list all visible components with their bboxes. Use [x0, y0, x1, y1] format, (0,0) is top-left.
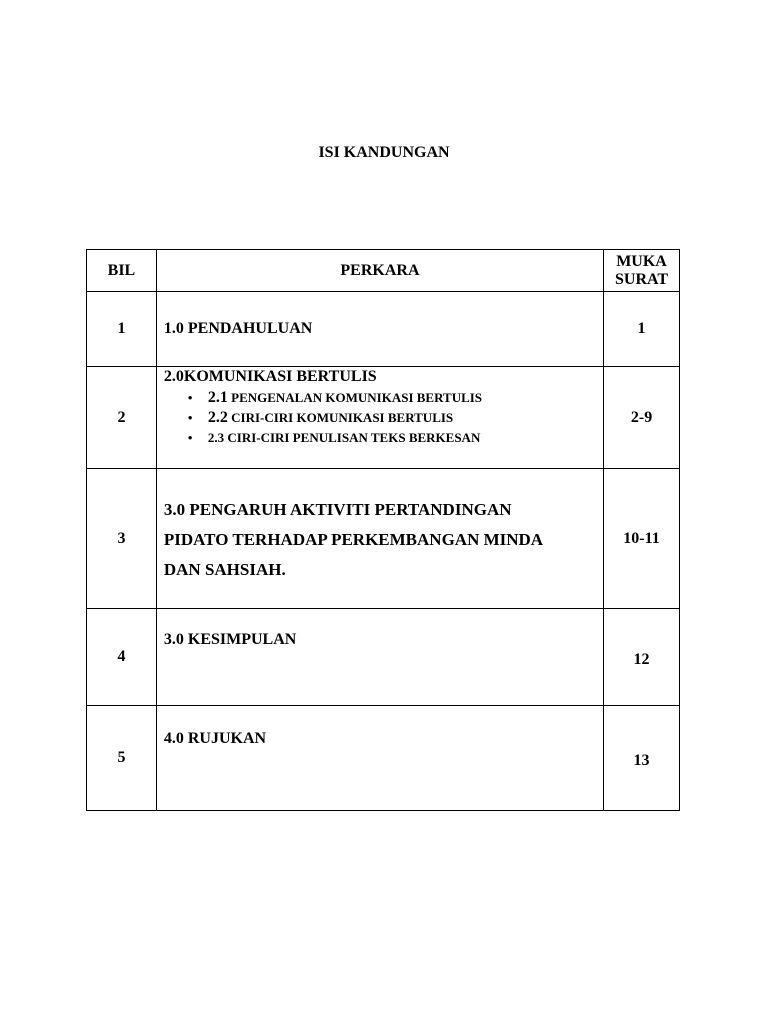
table-row: [87, 609, 680, 706]
sub-item-text: 2.3 CIRI-CIRI PENULISAN TEKS BERKESAN: [207, 430, 481, 445]
list-item: [188, 428, 603, 448]
bullet-icon: •: [187, 390, 193, 405]
row-item: [156, 469, 603, 609]
row-page: 1: [604, 292, 680, 367]
row-item: 1.0 PENDAHULUAN: [156, 292, 603, 367]
row-item: [156, 367, 603, 469]
table-row: [87, 367, 680, 469]
row-item: 3.0 KESIMPULAN: [156, 609, 603, 706]
bullet-icon: •: [187, 410, 193, 425]
sub-item-number: 2.1: [207, 389, 228, 406]
table-row: [87, 706, 680, 811]
table-header-row: [87, 250, 680, 292]
bullet-icon: •: [187, 430, 193, 445]
row-item-line: 3.0 PENGARUH AKTIVITI PERTANDINGAN: [163, 499, 512, 519]
sub-item-text: CIRI-CIRI KOMUNIKASI BERTULIS: [231, 410, 454, 425]
row-number: 1: [87, 292, 157, 367]
row-item-line: PIDATO TERHADAP PERKEMBANGAN MINDA: [163, 529, 544, 549]
row-number: 2: [87, 367, 157, 469]
header-perkara: PERKARA: [156, 250, 603, 292]
page-title: ISI KANDUNGAN: [318, 144, 450, 161]
row-number: 3: [87, 469, 157, 609]
row-page: 2-9: [604, 367, 680, 469]
row-number: 4: [87, 609, 157, 706]
row-page: 10-11: [604, 469, 680, 609]
header-muka-surat: [604, 250, 680, 292]
row-page: 12: [604, 609, 680, 706]
row-item-heading: 2.0KOMUNIKASI BERTULIS: [163, 368, 377, 385]
sub-item-number: 2.2: [207, 409, 228, 426]
row-item: 4.0 RUJUKAN: [156, 706, 603, 811]
list-item: [188, 388, 603, 408]
contents-table: [86, 249, 680, 811]
list-item: [188, 408, 603, 428]
row-page: 13: [604, 706, 680, 811]
table-row: [87, 292, 680, 367]
table-row: [87, 469, 680, 609]
row-item-line: DAN SAHSIAH.: [163, 559, 286, 579]
sub-item-text: PENGENALAN KOMUNIKASI BERTULIS: [231, 390, 483, 405]
header-muka-line1: MUKA: [616, 252, 667, 270]
row-number: 5: [87, 706, 157, 811]
sub-item-list: [164, 388, 603, 448]
header-bil: BIL: [87, 250, 157, 292]
header-muka-line2: SURAT: [615, 270, 669, 288]
